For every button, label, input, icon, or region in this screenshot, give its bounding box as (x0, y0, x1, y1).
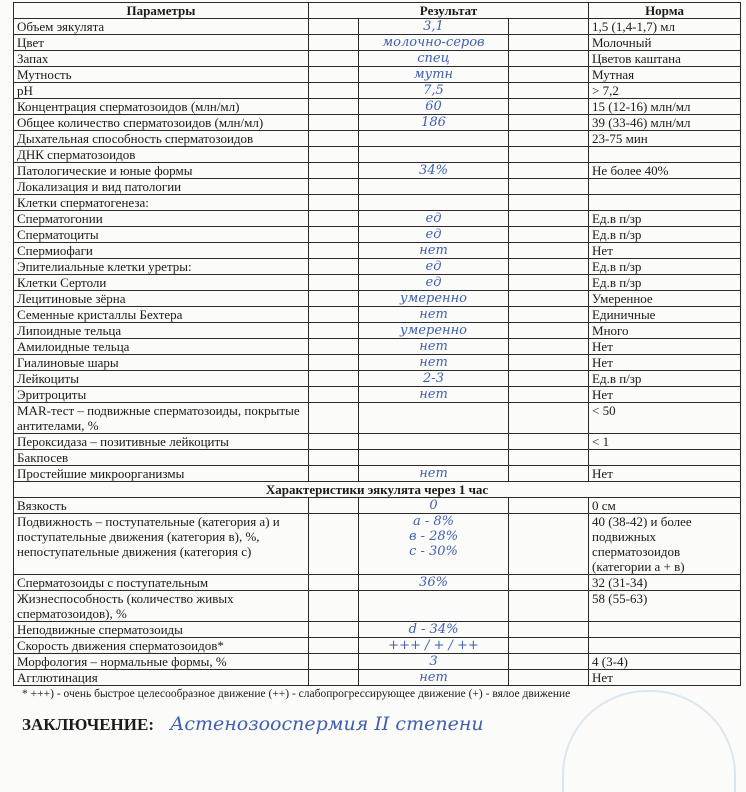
norm-value: 15 (12-16) млн/мл (589, 99, 741, 115)
table-row (14, 403, 741, 434)
section2 (14, 482, 741, 498)
table-row (14, 514, 741, 575)
result-cell (359, 434, 509, 450)
handwritten-result: ед (425, 211, 442, 226)
param-name: MAR-тест – подвижные сперматозоиды, покрытые антителами, % (14, 403, 309, 434)
result-subcell-right (509, 99, 589, 115)
result-cell (359, 355, 509, 371)
footnote: * +++) - очень быстрое целесообразное движение (++) - слабопрогрессирующее движение (+) - вялое движение (22, 688, 571, 700)
norm-value (589, 147, 741, 163)
table-row (14, 35, 741, 51)
norm-value: 58 (55-63) (589, 591, 741, 622)
norm-value: Цветов каштана (589, 51, 741, 67)
param-name: Подвижность – поступательные (категория а) и поступательные движения (категория в), %, непоступательные движения (категория с) (14, 514, 309, 575)
table-row (14, 147, 741, 163)
below-table-area (0, 686, 746, 735)
handwritten-result: 2-3 (423, 371, 444, 386)
result-cell (359, 67, 509, 83)
handwritten-result: мутн (413, 67, 454, 82)
result-cell (359, 450, 509, 466)
param-name: Клетки Сертоли (14, 275, 309, 291)
table-row (14, 466, 741, 482)
result-cell (359, 591, 509, 622)
result-cell (359, 275, 509, 291)
param-name: ДНК сперматозоидов (14, 147, 309, 163)
result-subcell-right (509, 307, 589, 323)
result-subcell-right (509, 211, 589, 227)
handwritten-result: 36% (419, 575, 448, 590)
result-subcell-left (309, 179, 359, 195)
norm-value: 1,5 (1,4-1,7) мл (589, 19, 741, 35)
result-subcell-left (309, 466, 359, 482)
result-subcell-right (509, 670, 589, 686)
param-name: Эритроциты (14, 387, 309, 403)
handwritten-result: 60 (425, 99, 442, 114)
result-subcell-left (309, 19, 359, 35)
result-subcell-right (509, 387, 589, 403)
table-row (14, 131, 741, 147)
result-cell (359, 323, 509, 339)
param-name: Простейшие микроорганизмы (14, 466, 309, 482)
handwritten-result: 7,5 (423, 83, 444, 98)
result-subcell-right (509, 355, 589, 371)
norm-value: Умеренное (589, 291, 741, 307)
table-row (14, 591, 741, 622)
norm-value: Молочный (589, 35, 741, 51)
handwritten-result: нет (419, 355, 448, 370)
motility-result-line: в - 28% (408, 529, 459, 544)
result-subcell-left (309, 514, 359, 575)
section2-title-row (14, 482, 741, 498)
param-name: Локализация и вид патологии (14, 179, 309, 195)
param-name: Сперматоциты (14, 227, 309, 243)
result-cell (359, 638, 509, 654)
result-subcell-left (309, 323, 359, 339)
result-subcell-left (309, 339, 359, 355)
result-subcell-left (309, 115, 359, 131)
handwritten-result: 186 (421, 115, 446, 130)
result-subcell-left (309, 83, 359, 99)
table-row (14, 115, 741, 131)
param-name: Концентрация сперматозоидов (млн/мл) (14, 99, 309, 115)
result-subcell-right (509, 179, 589, 195)
param-name: Амилоидные тельца (14, 339, 309, 355)
section1-rows (14, 19, 741, 482)
result-cell (359, 227, 509, 243)
param-name: Вязкость (14, 498, 309, 514)
param-name: Липоидные тельца (14, 323, 309, 339)
handwritten-result: нет (419, 339, 448, 354)
result-subcell-left (309, 434, 359, 450)
result-cell (359, 195, 509, 211)
result-cell (359, 163, 509, 179)
result-subcell-left (309, 654, 359, 670)
result-subcell-right (509, 514, 589, 575)
param-name: Эпителиальные клетки уретры: (14, 259, 309, 275)
param-name: Мутность (14, 67, 309, 83)
conclusion-label: ЗАКЛЮЧЕНИЕ: (22, 715, 154, 734)
result-subcell-left (309, 670, 359, 686)
table-row (14, 434, 741, 450)
result-subcell-right (509, 243, 589, 259)
table-row (14, 622, 741, 638)
table-row (14, 654, 741, 670)
handwritten-result: 3 (429, 654, 438, 669)
handwritten-result: ед (425, 259, 442, 274)
result-subcell-left (309, 291, 359, 307)
result-subcell-left (309, 575, 359, 591)
handwritten-result: d - 34% (408, 622, 459, 637)
table-row (14, 243, 741, 259)
result-subcell-left (309, 371, 359, 387)
result-subcell-left (309, 387, 359, 403)
result-subcell-left (309, 163, 359, 179)
section2-title: Характеристики эякулята через 1 час (14, 482, 741, 498)
norm-value (589, 179, 741, 195)
norm-value (589, 195, 741, 211)
motility-result-line: с - 30% (409, 544, 458, 559)
table-row (14, 355, 741, 371)
param-name: Лейкоциты (14, 371, 309, 387)
param-name: Объем эякулята (14, 19, 309, 35)
result-subcell-left (309, 243, 359, 259)
result-subcell-left (309, 99, 359, 115)
result-subcell-right (509, 83, 589, 99)
param-name: Неподвижные сперматозоиды (14, 622, 309, 638)
table-row (14, 307, 741, 323)
handwritten-result: умеренно (400, 323, 467, 338)
result-cell (359, 99, 509, 115)
table-row (14, 638, 741, 654)
param-name: Патологические и юные формы (14, 163, 309, 179)
result-subcell-left (309, 147, 359, 163)
result-subcell-right (509, 35, 589, 51)
norm-value: Не более 40% (589, 163, 741, 179)
param-name: Скорость движения сперматозоидов* (14, 638, 309, 654)
semen-analysis-table (13, 2, 741, 686)
result-subcell-right (509, 498, 589, 514)
result-cell (359, 387, 509, 403)
table-row (14, 323, 741, 339)
result-cell (359, 466, 509, 482)
result-subcell-right (509, 115, 589, 131)
norm-value: Ед.в п/зр (589, 227, 741, 243)
param-name: Сперматозоиды с поступательным (14, 575, 309, 591)
table-row (14, 163, 741, 179)
result-subcell-right (509, 371, 589, 387)
norm-value (589, 638, 741, 654)
table-row (14, 19, 741, 35)
result-cell (359, 147, 509, 163)
result-subcell-right (509, 67, 589, 83)
norm-value: < 50 (589, 403, 741, 434)
result-subcell-right (509, 466, 589, 482)
result-subcell-right (509, 163, 589, 179)
result-cell (359, 654, 509, 670)
table-row (14, 371, 741, 387)
result-subcell-right (509, 131, 589, 147)
norm-value: > 7,2 (589, 83, 741, 99)
param-name: Общее количество сперматозоидов (млн/мл) (14, 115, 309, 131)
handwritten-result: 0 (429, 498, 438, 513)
result-subcell-right (509, 51, 589, 67)
norm-value: Нет (589, 387, 741, 403)
result-cell (359, 498, 509, 514)
table-row (14, 575, 741, 591)
table-row (14, 227, 741, 243)
norm-value: 0 см (589, 498, 741, 514)
result-cell (359, 403, 509, 434)
result-cell (359, 514, 509, 575)
param-name: Пероксидаза – позитивные лейкоциты (14, 434, 309, 450)
param-name: Бакпосев (14, 450, 309, 466)
result-subcell-right (509, 450, 589, 466)
result-subcell-right (509, 291, 589, 307)
result-subcell-left (309, 211, 359, 227)
result-cell (359, 179, 509, 195)
result-subcell-left (309, 403, 359, 434)
result-subcell-left (309, 259, 359, 275)
table-row (14, 83, 741, 99)
norm-value: Ед.в п/зр (589, 211, 741, 227)
result-subcell-right (509, 622, 589, 638)
result-subcell-left (309, 498, 359, 514)
table-row (14, 195, 741, 211)
table-row (14, 259, 741, 275)
table-row (14, 51, 741, 67)
result-cell (359, 670, 509, 686)
handwritten-result: 34% (419, 163, 448, 178)
norm-value: Нет (589, 670, 741, 686)
norm-value: Нет (589, 355, 741, 371)
param-name: Клетки сперматогенеза: (14, 195, 309, 211)
handwritten-result: +++ / + / ++ (388, 638, 479, 653)
result-cell (359, 115, 509, 131)
result-subcell-right (509, 403, 589, 434)
result-subcell-left (309, 355, 359, 371)
handwritten-result: ед (425, 227, 442, 242)
norm-value: < 1 (589, 434, 741, 450)
result-subcell-left (309, 51, 359, 67)
result-subcell-left (309, 227, 359, 243)
result-subcell-right (509, 323, 589, 339)
conclusion-value: Астенозооспермия II степени (170, 713, 484, 735)
norm-value: 23-75 мин (589, 131, 741, 147)
param-name: Спермиофаги (14, 243, 309, 259)
result-cell (359, 243, 509, 259)
section2-rows (14, 498, 741, 686)
result-subcell-right (509, 195, 589, 211)
result-subcell-left (309, 275, 359, 291)
result-subcell-left (309, 450, 359, 466)
param-name: Запах (14, 51, 309, 67)
norm-value: Ед.в п/зр (589, 259, 741, 275)
result-subcell-left (309, 307, 359, 323)
param-name: Морфология – нормальные формы, % (14, 654, 309, 670)
table-row (14, 339, 741, 355)
result-cell (359, 35, 509, 51)
result-subcell-right (509, 638, 589, 654)
result-cell (359, 19, 509, 35)
norm-value: Ед.в п/зр (589, 371, 741, 387)
result-cell (359, 211, 509, 227)
table-row (14, 99, 741, 115)
norm-value: 40 (38-42) и более подвижных сперматозоидов (категории а + в) (589, 514, 741, 575)
result-subcell-right (509, 575, 589, 591)
handwritten-result: нет (419, 243, 448, 258)
table-row (14, 275, 741, 291)
norm-value: Нет (589, 243, 741, 259)
param-name: Цвет (14, 35, 309, 51)
result-cell (359, 622, 509, 638)
handwritten-result: умеренно (400, 291, 467, 306)
table-row (14, 450, 741, 466)
norm-value (589, 622, 741, 638)
result-subcell-left (309, 35, 359, 51)
param-name: Агглютинация (14, 670, 309, 686)
result-cell (359, 83, 509, 99)
motility-results (362, 514, 505, 559)
table-row (14, 211, 741, 227)
result-subcell-left (309, 67, 359, 83)
table-row (14, 498, 741, 514)
norm-value: Единичные (589, 307, 741, 323)
motility-result-line: а - 8% (412, 514, 455, 529)
table-row (14, 179, 741, 195)
handwritten-result: 3,1 (423, 19, 444, 34)
result-subcell-right (509, 591, 589, 622)
table-row (14, 387, 741, 403)
param-name: Сперматогонии (14, 211, 309, 227)
result-cell (359, 575, 509, 591)
result-subcell-right (509, 339, 589, 355)
norm-value: Нет (589, 466, 741, 482)
norm-value (589, 450, 741, 466)
result-subcell-right (509, 434, 589, 450)
norm-value: Мутная (589, 67, 741, 83)
param-name: Жизнеспособность (количество живых сперматозоидов), % (14, 591, 309, 622)
result-cell (359, 371, 509, 387)
handwritten-result: молочно-серов (382, 35, 485, 50)
result-subcell-right (509, 227, 589, 243)
param-name: Гиалиновые шары (14, 355, 309, 371)
param-name: Дыхательная способность сперматозоидов (14, 131, 309, 147)
result-subcell-right (509, 654, 589, 670)
handwritten-result: нет (419, 307, 448, 322)
result-subcell-left (309, 195, 359, 211)
result-cell (359, 131, 509, 147)
norm-value: 39 (33-46) млн/мл (589, 115, 741, 131)
result-subcell-right (509, 275, 589, 291)
table-row (14, 670, 741, 686)
result-subcell-left (309, 638, 359, 654)
table-header-row (14, 3, 741, 19)
handwritten-result: ед (425, 275, 442, 290)
handwritten-result: нет (419, 466, 448, 481)
result-cell (359, 339, 509, 355)
result-subcell-left (309, 622, 359, 638)
result-subcell-right (509, 259, 589, 275)
conclusion (22, 713, 737, 735)
result-cell (359, 291, 509, 307)
param-name: pH (14, 83, 309, 99)
table-row (14, 67, 741, 83)
result-cell (359, 259, 509, 275)
handwritten-result: нет (419, 670, 448, 685)
handwritten-result: спец (417, 51, 450, 66)
norm-value: Ед.в п/зр (589, 275, 741, 291)
result-cell (359, 307, 509, 323)
result-subcell-right (509, 147, 589, 163)
norm-value: 4 (3-4) (589, 654, 741, 670)
result-subcell-right (509, 19, 589, 35)
header-params: Параметры (14, 3, 309, 19)
table-row (14, 291, 741, 307)
result-subcell-left (309, 131, 359, 147)
header-result: Результат (309, 3, 589, 19)
norm-value: Много (589, 323, 741, 339)
param-name: Семенные кристаллы Бехтера (14, 307, 309, 323)
header-norm: Норма (589, 3, 741, 19)
handwritten-result: нет (419, 387, 448, 402)
param-name: Лецитиновые зёрна (14, 291, 309, 307)
result-subcell-left (309, 591, 359, 622)
result-cell (359, 51, 509, 67)
norm-value: 32 (31-34) (589, 575, 741, 591)
norm-value: Нет (589, 339, 741, 355)
